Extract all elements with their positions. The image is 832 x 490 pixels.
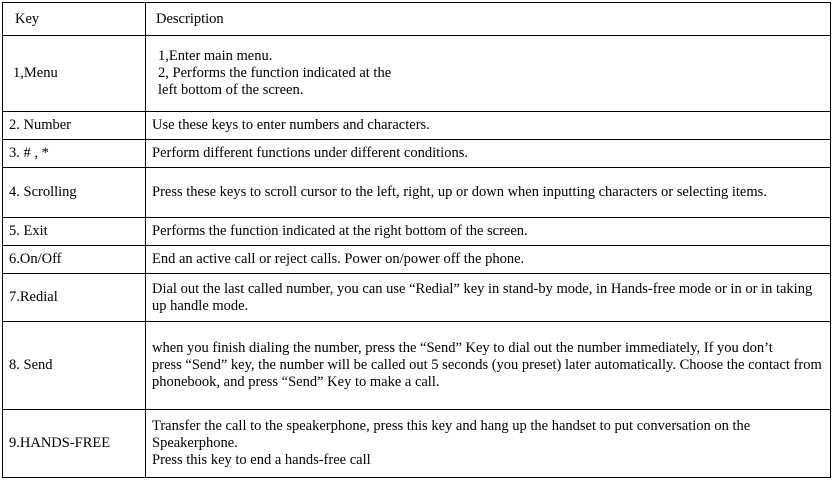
description-line: Transfer the call to the speakerphone, press this key and hang up the handset to put conversation on the Speakerphone. [152, 418, 751, 451]
description-line: Perform different functions under different conditions. [152, 145, 468, 161]
row-description [146, 322, 831, 410]
header-row [3, 3, 831, 36]
description-line: Press this key to end a hands-free call [152, 452, 371, 468]
row-key: 9.HANDS-FREE [3, 410, 146, 478]
table-row [3, 218, 831, 246]
description-line: End an active call or reject calls. Power on/power off the phone. [152, 251, 525, 267]
row-key: 4. Scrolling [3, 168, 146, 218]
table-row [3, 322, 831, 410]
description-line: 1,Enter main menu. [158, 48, 273, 64]
row-description [146, 36, 831, 112]
table-row [3, 168, 831, 218]
row-key: 8. Send [3, 322, 146, 410]
key-description-table [2, 2, 831, 478]
description-line: Performs the function indicated at the right bottom of the screen. [152, 223, 528, 239]
table-row [3, 140, 831, 168]
table-row [3, 246, 831, 274]
description-line: when you finish dialing the number, press the “Send” Key to dial out the number immediately, If you don’t [152, 340, 773, 356]
header-key: Key [3, 3, 146, 36]
description-line: press “Send” key, the number will be called out 5 seconds (you preset) later automatically. Choose the contact from phonebook, and press “Send” Key to make a call. [152, 357, 822, 390]
row-description [146, 246, 831, 274]
row-key: 6.On/Off [3, 246, 146, 274]
description-line: Use these keys to enter numbers and characters. [152, 117, 430, 133]
table-row [3, 410, 831, 478]
header-description: Description [146, 3, 831, 36]
row-description [146, 410, 831, 478]
description-line: Dial out the last called number, you can use “Redial” key in stand-by mode, in Hands-free mode or in or in taking up handle mode. [152, 280, 813, 314]
row-key: 2. Number [3, 112, 146, 140]
row-description [146, 168, 831, 218]
row-key: 5. Exit [3, 218, 146, 246]
row-key: 1,Menu [3, 36, 146, 112]
description-line: Press these keys to scroll cursor to the left, right, up or down when inputting characters or selecting items. [152, 184, 767, 200]
row-key: 3. # , * [3, 140, 146, 168]
description-line: 2, Performs the function indicated at the [158, 65, 392, 81]
row-description [146, 140, 831, 168]
table-row [3, 112, 831, 140]
table-row [3, 274, 831, 322]
row-description [146, 218, 831, 246]
row-description [146, 274, 831, 322]
row-key: 7.Redial [3, 274, 146, 322]
description-line: left bottom of the screen. [158, 82, 304, 98]
table-row [3, 36, 831, 112]
row-description [146, 112, 831, 140]
